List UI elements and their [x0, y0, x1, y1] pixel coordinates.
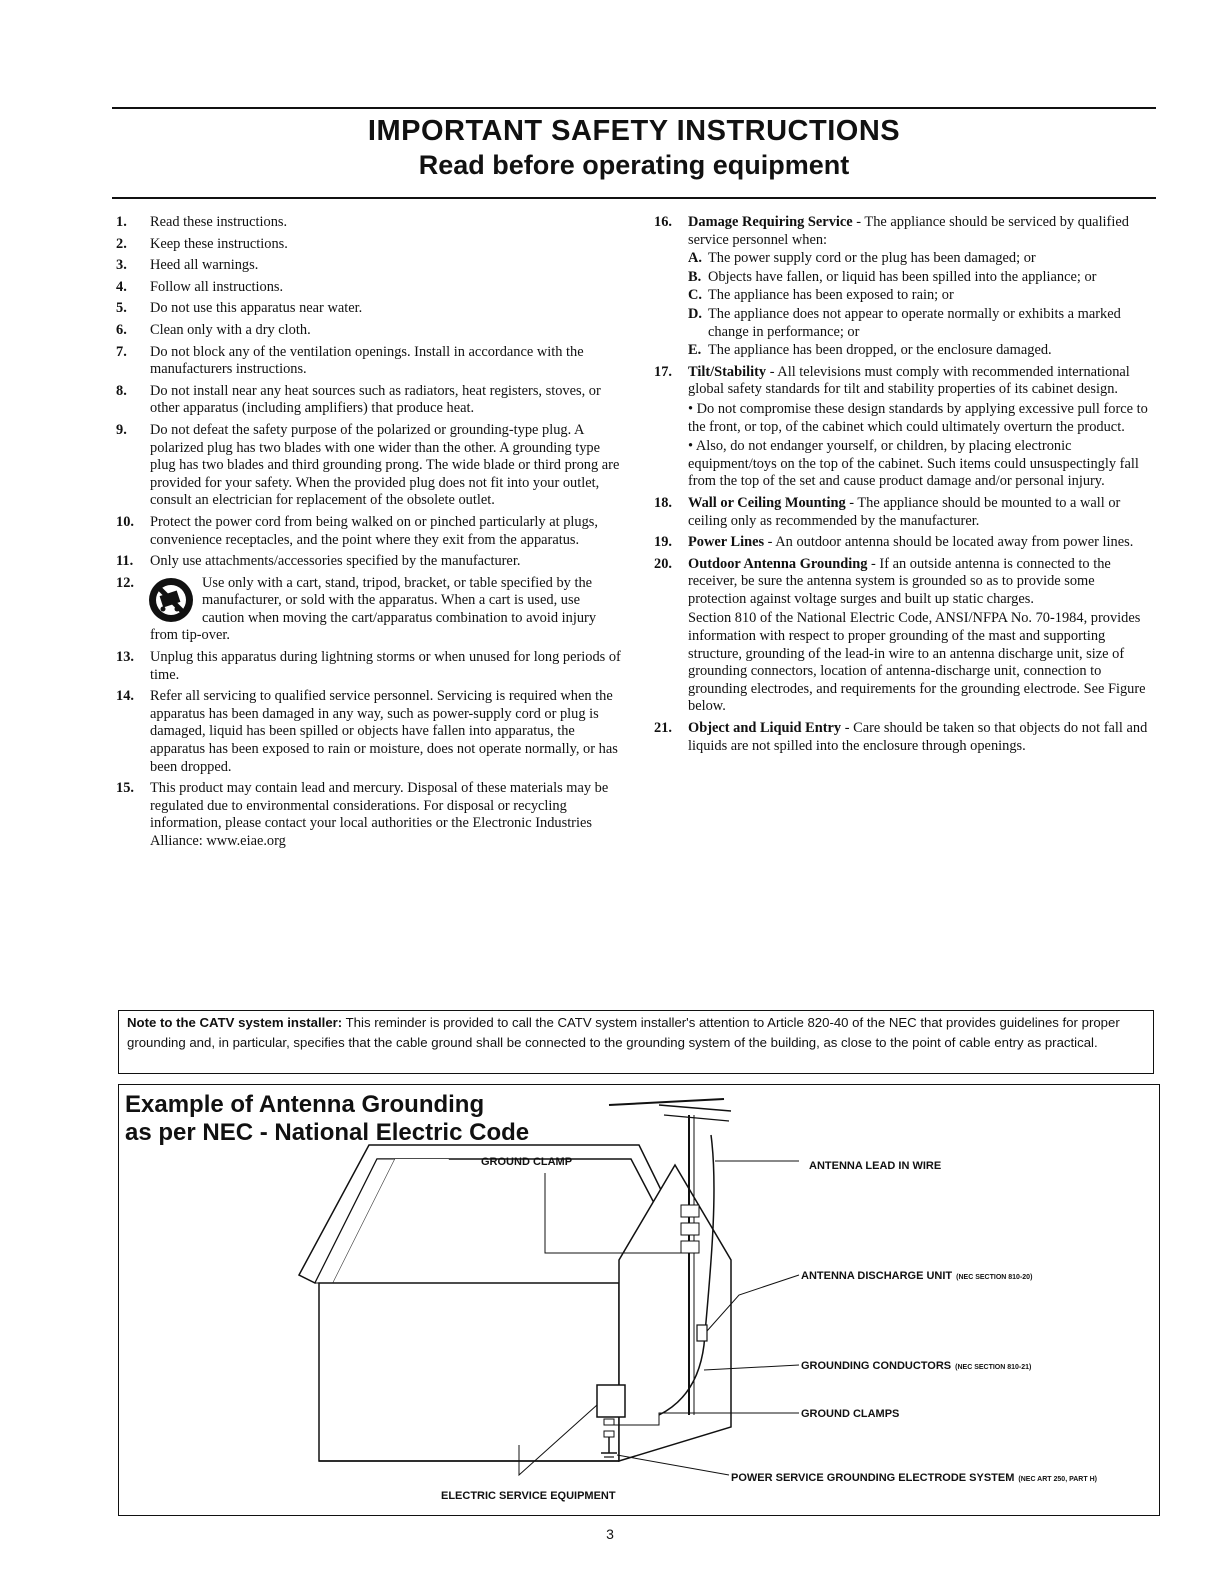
example-title	[125, 1091, 529, 1147]
item-number: 14.	[116, 688, 134, 705]
sub-letter: C.	[688, 287, 702, 304]
left-column	[112, 214, 622, 855]
item-title: Outdoor Antenna Grounding	[688, 555, 868, 572]
sub-text: The appliance has been exposed to rain; or	[708, 287, 954, 304]
antenna-boom	[609, 1099, 724, 1105]
item-text: - The appliance should be serviced by qualified service personnel when:	[688, 214, 1129, 248]
antenna-element	[659, 1105, 731, 1111]
antenna-grounding-diagram	[119, 1085, 1159, 1515]
item-text: Only use attachments/accessories specified by the manufacturer.	[150, 553, 521, 570]
instruction-item-19	[650, 534, 1156, 552]
item-number: 3.	[116, 257, 127, 274]
item-text: - All televisions must comply with recommended international global safety standards for tilt and stability properties of its cabinet design.	[688, 363, 1130, 398]
item-number: 13.	[116, 649, 134, 666]
instruction-item-21	[650, 720, 1156, 755]
instruction-item	[112, 422, 622, 510]
item-text: Do not block any of the ventilation openings. Install in accordance with the manufacturers instructions.	[150, 343, 584, 378]
leader-electrode	[617, 1455, 729, 1475]
item-number: 4.	[116, 278, 127, 295]
instruction-item-17	[650, 364, 1156, 491]
label-electric-service: ELECTRIC SERVICE EQUIPMENT	[441, 1490, 616, 1502]
item-title: Tilt/Stability	[688, 363, 767, 380]
item-text: - If an outside antenna is connected to the receiver, be sure the antenna system is grounded so as to provide some protection against voltage surges and built up static charges.	[688, 555, 1111, 607]
item-text: - The appliance should be mounted to a wall or ceiling only as recommended by the manufacturer.	[688, 494, 1121, 529]
item-number: 2.	[116, 235, 127, 252]
instruction-item	[112, 383, 622, 418]
mast-clamp	[681, 1241, 699, 1253]
sub-item	[688, 306, 1156, 341]
electrode-text: POWER SERVICE GROUNDING ELECTRODE SYSTEM	[731, 1472, 1015, 1484]
page-number: 3	[606, 1526, 614, 1542]
mast-clamp	[681, 1223, 699, 1235]
item-number: 16.	[654, 214, 672, 230]
header-rule	[112, 197, 1156, 199]
page-title: IMPORTANT SAFETY INSTRUCTIONS	[367, 115, 901, 147]
note-lead: Note to the CATV system installer:	[127, 1015, 343, 1030]
item-number: 21.	[654, 720, 672, 737]
item-number: 9.	[116, 421, 127, 438]
item-number: 8.	[116, 382, 127, 399]
discharge-unit-text: ANTENNA DISCHARGE UNIT	[801, 1270, 953, 1282]
antenna-grounding-example	[118, 1084, 1160, 1516]
example-title-line2: as per NEC - National Electric Code	[125, 1119, 530, 1146]
instruction-item	[112, 279, 622, 297]
item-text: Refer all servicing to qualified service personnel. Servicing is required when the apparatus has been damaged in any way, such as power-supply cord or plug is damaged, liquid has been spilled or objects have fallen into apparatus, the apparatus has been exposed to rain or moisture, does not operate normally, or has been dropped.	[150, 688, 618, 775]
instruction-item	[112, 344, 622, 379]
item-text: Do not defeat the safety purpose of the polarized or grounding-type plug. A polarized plug has two blades with one wider than the other. A grounding type plug has two blades and third grounding prong. The wide blade or third prong are provided for your safety. When the provided plug does not fit into your outlet, consult an electrician for replacement of the obsolete outlet.	[150, 421, 620, 509]
item-number: 11.	[116, 553, 134, 570]
item-text: Do not use this apparatus near water.	[150, 300, 363, 317]
label-ground-clamps: GROUND CLAMPS	[801, 1408, 900, 1420]
instruction-item-20	[650, 556, 1156, 716]
item-number: 1.	[116, 214, 127, 230]
mast-clamp	[681, 1205, 699, 1217]
instruction-item-16	[650, 214, 1156, 360]
item-number: 7.	[116, 343, 127, 360]
example-title-line1: Example of Antenna Grounding	[125, 1091, 485, 1118]
ground-clamp	[604, 1419, 614, 1425]
item-paragraph: • Do not compromise these design standards by applying excessive pull force to the front, or top, of the cabinet which could ultimately overturn the product.	[688, 400, 1148, 435]
instruction-item	[112, 780, 622, 850]
item-number: 18.	[654, 494, 672, 511]
item-number: 17.	[654, 363, 672, 380]
sub-letter: E.	[688, 342, 702, 359]
sub-item	[688, 250, 1156, 268]
sub-letter: B.	[688, 268, 702, 285]
sub-letter: D.	[688, 305, 702, 322]
instruction-item	[112, 300, 622, 318]
item-number: 12.	[116, 574, 134, 591]
label-discharge-unit	[801, 1270, 1032, 1282]
item-text: Do not install near any heat sources such as radiators, heat registers, stoves, or other apparatus (including amplifiers) that produce heat.	[150, 382, 601, 417]
catv-note-box	[118, 1010, 1154, 1074]
item-number: 19.	[654, 534, 672, 551]
item-title: Object and Liquid Entry	[688, 720, 842, 737]
sub-text: Objects have fallen, or liquid has been spilled into the appliance; or	[708, 268, 1097, 285]
instruction-item	[112, 257, 622, 275]
item-title: Wall or Ceiling Mounting	[688, 494, 846, 511]
sub-item	[688, 269, 1156, 287]
sub-item	[688, 287, 1156, 305]
item-text: - An outdoor antenna should be located away from power lines.	[764, 534, 1134, 551]
antenna-discharge-unit	[697, 1325, 707, 1341]
discharge-unit-ref: (NEC SECTION 810-20)	[956, 1274, 1033, 1281]
house-wall-front	[319, 1283, 619, 1461]
item-text: - Care should be taken so that objects do not fall and liquids are not spilled into the enclosure through openings.	[688, 720, 1148, 754]
item-text: Unplug this apparatus during lightning storms or when unused for long periods of time.	[150, 649, 621, 683]
item-paragraph: • Also, do not endanger yourself, or children, by placing electronic equipment/toys on the top of the cabinet. Such items could unsuspectingly fall from the top of the set and cause product damage and/or personal injury.	[688, 438, 1139, 490]
instruction-item-18	[650, 495, 1156, 530]
label-antenna-lead: ANTENNA LEAD IN WIRE	[809, 1160, 942, 1172]
item-number: 15.	[116, 780, 134, 797]
instruction-item-cart	[112, 575, 622, 645]
electrode-ref: (NEC ART 250, PART H)	[1018, 1476, 1097, 1483]
page-subtitle: Read before operating equipment	[418, 150, 850, 180]
note-text: This reminder is provided to call the CATV system installer's attention to Article 820-40 of the NEC that provides guidelines for proper grounding and, in particular, specifies that the cable ground shall be connected to the grounding system of the building, as close to the point of cable entry as practical.	[127, 1015, 1120, 1050]
sub-letter: A.	[688, 250, 702, 267]
item-number: 20.	[654, 555, 672, 572]
cart-tip-over-warning-icon	[146, 575, 196, 625]
instruction-item	[112, 553, 622, 571]
top-rule	[112, 107, 1156, 109]
right-column	[650, 214, 1156, 759]
item-text: Follow all instructions.	[150, 278, 284, 295]
item-text: Use only with a cart, stand, tripod, bracket, or table specified by the manufacturer, or sold with the apparatus. When a cart is used, use caution when moving the cart/apparatus combination to avoid injury from tip-over.	[150, 574, 597, 644]
instruction-item	[112, 649, 622, 684]
item-number: 5.	[116, 300, 127, 317]
item-paragraph: Section 810 of the National Electric Code, ANSI/NFPA No. 70-1984, provides information with respect to proper grounding of the mast and supporting structure, grounding of the lead-in wire to an antenna discharge unit, size of grounding connectors, location of antenna-discharge unit, connection to grounding electrodes, and requirements for the grounding electrode. See Figure below.	[688, 610, 1146, 715]
label-ground-clamp: GROUND CLAMP	[481, 1156, 573, 1168]
instruction-item	[112, 322, 622, 340]
sub-text: The appliance does not appear to operate normally or exhibits a marked change in performance; or	[708, 305, 1121, 340]
item-text: Keep these instructions.	[150, 235, 288, 252]
electric-service-box	[597, 1385, 625, 1417]
item-title: Damage Requiring Service	[688, 214, 853, 230]
item-text: Read these instructions.	[150, 214, 288, 230]
item-number: 10.	[116, 513, 134, 530]
conductors-text: GROUNDING CONDUCTORS	[801, 1360, 952, 1372]
sub-text: The appliance has been dropped, or the enclosure damaged.	[708, 342, 1052, 359]
item-title: Power Lines	[688, 534, 765, 551]
instruction-item	[112, 214, 622, 232]
label-electrode	[731, 1472, 1097, 1484]
item-number: 6.	[116, 321, 127, 338]
label-conductors	[801, 1360, 1031, 1372]
item-text: Heed all warnings.	[150, 257, 259, 274]
sub-item	[688, 342, 1156, 360]
conductors-ref: (NEC SECTION 810-21)	[955, 1364, 1032, 1371]
sub-text: The power supply cord or the plug has been damaged; or	[708, 250, 1036, 267]
item-text: This product may contain lead and mercury. Disposal of these materials may be regulated due to environmental considerations. For disposal or recycling information, please contact your local authorities or the Electronic Industries Alliance: www.eiae.org	[150, 780, 609, 849]
item-text: Clean only with a dry cloth.	[150, 321, 311, 338]
item-text: Protect the power cord from being walked on or pinched particularly at plugs, convenience receptacles, and the point where they exit from the apparatus.	[150, 513, 598, 548]
antenna-element	[664, 1115, 729, 1121]
ground-clamp	[604, 1431, 614, 1437]
instruction-item	[112, 236, 622, 254]
page-header	[112, 114, 1156, 182]
instruction-item	[112, 688, 622, 776]
instruction-item	[112, 514, 622, 549]
